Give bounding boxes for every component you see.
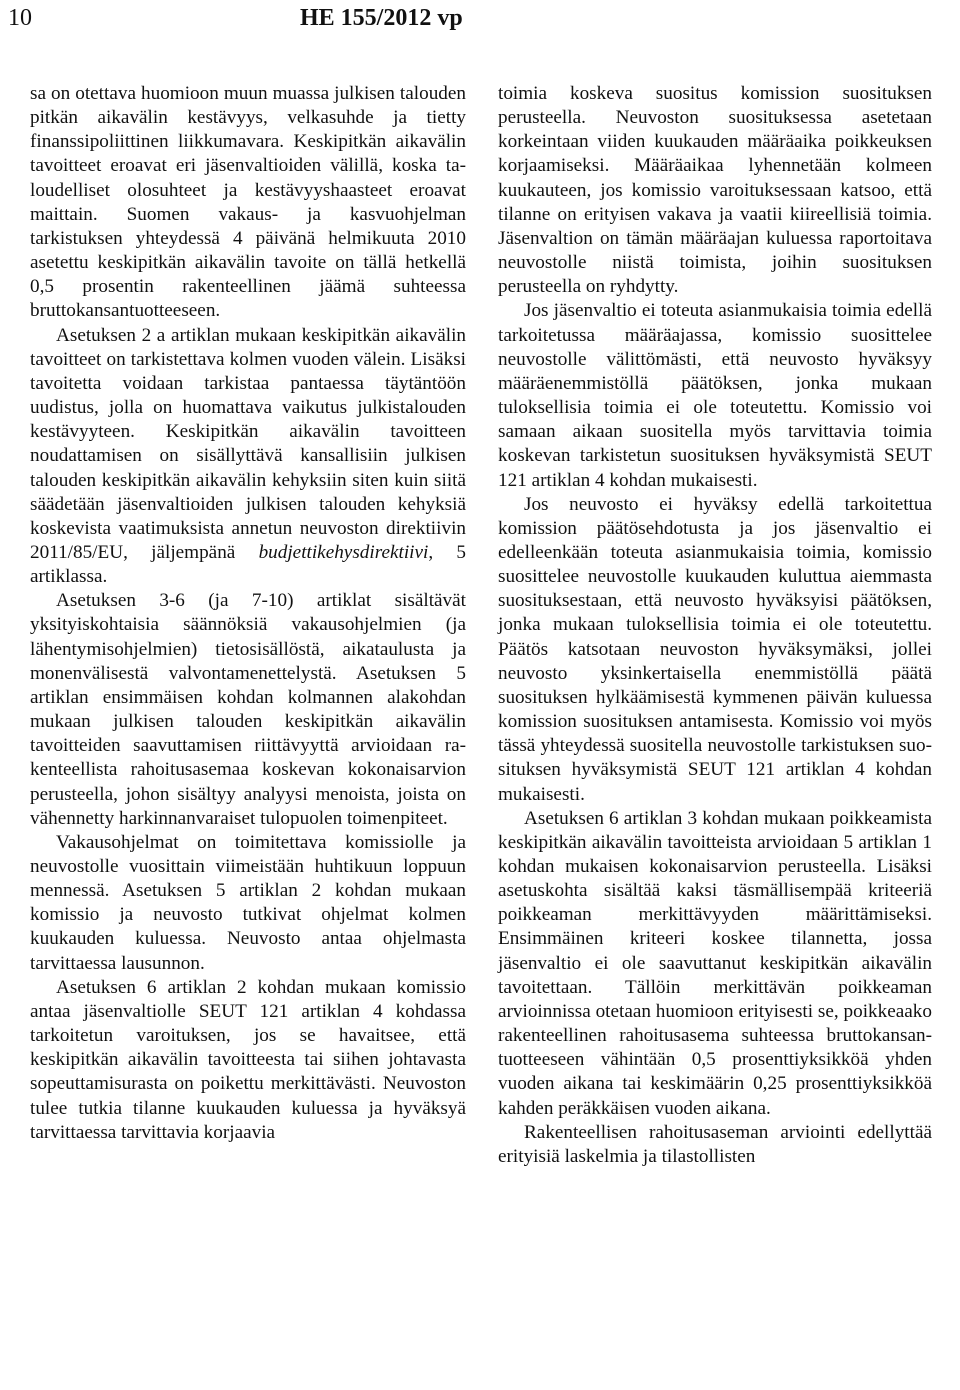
paragraph: Vakausohjelmat on toimitettava komissiolle ja neuvostolle vuosittain viimeistään huhtikuun loppuun mennessä. Asetuksen 5 artiklan 2 kohdan mukaan komissio ja neuvosto tutkivat ohjelmat kolmen kuukauden kuluessa. Neuvosto antaa ohjelmasta tarvittaessa lausunnon. [30, 831, 466, 974]
paragraph: Asetuksen 3-6 (ja 7-10) artiklat sisältävät yksityiskohtaisia säännöksiä vakausohjelmien (ja lähentymisohjelmien) tietosisällöstä, aikataulusta ja monenvälisestä valvontamenettelystä. Asetuksen 5 artiklan ensimmäisen kohdan kolmannen alakohdan mukaan julkisen talouden keskipitkän aikavälin tavoitteiden saavuttamisen riittävyyttä arvioidaan rakenteellista rahoitusasemaa koskevan kokonaisarvion perusteella, johon sisältyy analyysi menoista, joista on vähennetty harkinnanvaraiset tulopuolen toimenpiteet. [30, 590, 466, 829]
paragraph: sa on otettava huomioon muun muassa julkisen talouden pitkän aikavälin kestävyys, velkasuhde ja tietty finanssipoliittinen liikkumavara. Keskipitkän aikavälin tavoitteet eroavat eri jäsenvaltioiden välillä, koska taloudelliset olosuhteet ja kestävyyshaasteet eroavat maittain. Suomen vakaus- ja kasvuohjelman tarkistuksen yhteydessä 4 päivänä helmikuuta 2010 asetettu keskipitkän aikavälin tavoite on tällä hetkellä 0,5 prosentin rakenteellinen jäämä suhteessa bruttokansantuotteeseen. [30, 83, 466, 322]
italic-term: budjettikehysdirektiivi [258, 541, 429, 563]
right-column [498, 82, 932, 1169]
paragraph-text: Asetuksen 2 a artiklan mukaan keskipitkän aikavälin tavoitteet on tarkistettava kolmen vuoden välein. Lisäksi tavoitetta voidaan tarkistaa pantaessa täytäntöön uudistus, jolla on huomattava vaikutus julkistalouden kestävyyteen. Keskipitkän aikavälin tavoitteen noudattamisen on sisällyttävä kansallisiin julkisen talouden keskipitkän aikavälin kehyksiin siten kuin siitä säädetään jäsenvaltioiden julkisen talouden kehyksiä koskevista vaatimuksista annetun neuvoston direktiivin 2011/85/EU, jäljempänä [30, 324, 466, 563]
paragraph: toimia koskeva suositus komission suosituksen perusteella. Neuvoston suosituksessa asetetaan korkeintaan viiden kuukauden määräaika poikkeuksen korjaamiseksi. Määräaikaa lyhennetään kolmeen kuukauteen, jos komissio varoituksessaan katsoo, että tilanne on erityisen vakava ja vaatii kiireellisiä toimia. Jäsenvaltion on tämän määräajan kuluessa raportoitava neuvostolle niistä toimista, joihin suosituksen perusteella on ryhdytty. [498, 83, 932, 298]
left-column [30, 82, 466, 1145]
page-header [0, 0, 960, 40]
paragraph: Jos jäsenvaltio ei toteuta asianmukaisia toimia edellä tarkoitetussa määräajassa, komissio suosittelee neuvostolle välittömästi, että neuvosto hyväksyy määräenemmistöllä päätöksen, jonka mukaan tuloksellisia toimia ei ole toteutettu. Komissio voi samaan aikaan suositella myös tarvittavia toimia koskevan tarkistetun suosituksen hyväksymistä SEUT 121 artiklan 4 kohdan mukaisesti. [498, 300, 932, 491]
page-number: 10 [8, 5, 32, 31]
paragraph: Rakenteellisen rahoitusaseman arviointi edellyttää erityisiä laskelmia ja tilastollisten [498, 1121, 932, 1167]
paragraph: Jos neuvosto ei hyväksy edellä tarkoitettua komission päätösehdotusta ja jos jäsenvaltio ei edelleenkään toteuta asianmukaisia toimia, komissio suosittelee neuvostolle kuukauden kuluttua aiemmasta suosituksestaan, että neuvosto hyväksyisi päätöksen, jonka mukaan tuloksellisia toimia ei ole toteutettu. Päätös katsotaan neuvoston hyväksymäksi, jollei neuvosto yksinkertaisella enemmistöllä päätä suosituksen hylkäämisestä kymmenen päivän kuluessa komission suosituksen antamisesta. Komissio voi myös tässä yhteydessä suositella neuvostolle tarkistuksen suosituksen hyväksymistä SEUT 121 artiklan 4 kohdan mukaisesti. [498, 493, 932, 805]
paragraph-text: , 5 artiklassa. [30, 541, 466, 588]
paragraph [30, 324, 466, 590]
paragraph: Asetuksen 6 artiklan 2 kohdan mukaan komissio antaa jäsenvaltiolle SEUT 121 artiklan 4 kohdassa tarkoitetun varoituksen, jos se havaitsee, että keskipitkän aikavälin tavoitteesta tai siihen johtavasta sopeuttamisurasta on poikettu merkittävästi. Neuvoston tulee tutkia tilanne kuukauden kuluessa ja hyväksyä tarvittaessa tarvittavia korjaavia [30, 976, 466, 1143]
paragraph: Asetuksen 6 artiklan 3 kohdan mukaan poikkeamista keskipitkän aikavälin tavoitteista arvioidaan 5 artiklan 1 kohdan mukaisen kokonaisarvion perusteella. Lisäksi asetuskohta sisältää kaksi täsmällisempää kriteeriä poikkeaman merkittävyyden määrittämiseksi. Ensimmäinen kriteeri koskee tilannetta, jossa jäsenvaltio ei ole saavuttanut keskipitkän aikavälin tavoitettaan. Tällöin merkittävän poikkeaman arvioinnissa otetaan huomioon erityisesti se, poikkeaako rakenteellinen rahoitusasema suhteessa bruttokansantuotteeseen vähintään 0,5 prosenttiyksikköä yhden vuoden aikana tai keskimäärin 0,25 prosenttiyksikköä kahden peräkkäisen vuoden aikana. [498, 807, 932, 1119]
document-id: HE 155/2012 vp [300, 5, 463, 31]
